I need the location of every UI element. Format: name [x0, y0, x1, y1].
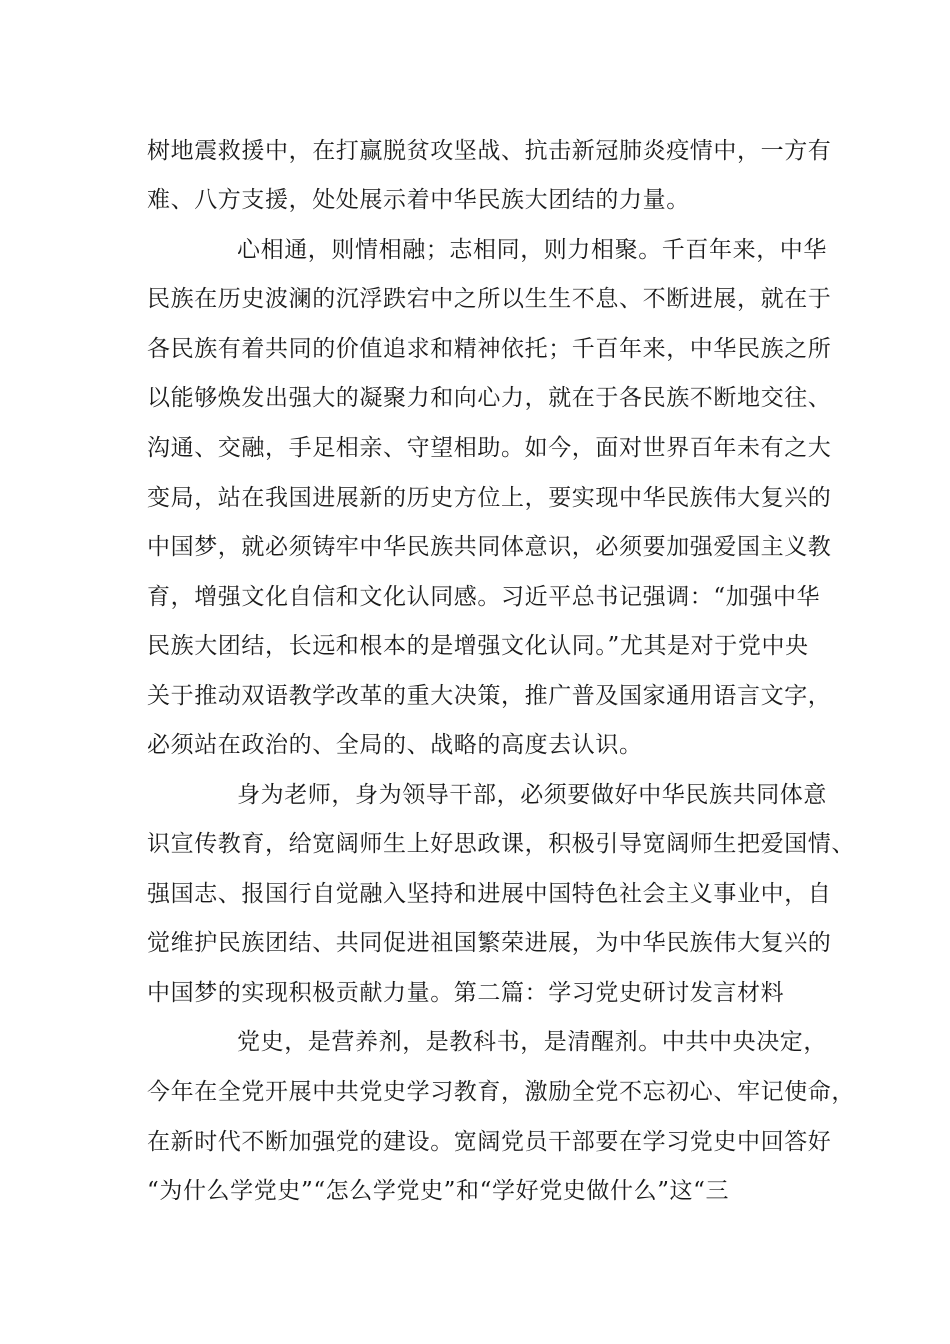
text-line: 今年在全党开展中共党史学习教育，激励全党不忘初心、牢记使命， — [147, 1079, 855, 1105]
text-line: 沟通、交融，手足相亲、守望相助。如今，面对世界百年未有之大 — [147, 435, 832, 461]
text-line: 强国志、报国行自觉融入坚持和进展中国特色社会主义事业中，自 — [147, 881, 832, 907]
text-line: 在新时代不断加强党的建设。宽阔党员干部要在学习党史中回答好 — [147, 1129, 832, 1155]
text-line: 必须站在政治的、全局的、战略的高度去认识。 — [147, 732, 643, 758]
text-line: 识宣传教育，给宽阔师生上好思政课，积极引导宽阔师生把爱国情、 — [147, 831, 855, 857]
text-line: 关于推动双语教学改革的重大决策，推广普及国家通用语言文字， — [147, 683, 832, 709]
text-line: 民族在历史波澜的沉浮跌宕中之所以生生不息、不断进展，就在于 — [147, 286, 832, 312]
paragraph-first-line: 心相通，则情相融；志相同，则力相聚。千百年来，中华 — [237, 237, 827, 263]
text-line: 变局，站在我国进展新的历史方位上，要实现中华民族伟大复兴的 — [147, 485, 832, 511]
text-line: 中国梦，就必须铸牢中华民族共同体意识，必须要加强爱国主义教 — [147, 534, 832, 560]
text-line: “为什么学党史”“怎么学党史”和“学好党史做什么”这“三 — [147, 1178, 730, 1204]
text-line: 中国梦的实现积极贡献力量。第二篇：学习党史研讨发言材料 — [147, 980, 785, 1006]
paragraph-first-line: 身为老师，身为领导干部，必须要做好中华民族共同体意 — [237, 782, 827, 808]
text-line: 以能够焕发出强大的凝聚力和向心力，就在于各民族不断地交往、 — [147, 385, 832, 411]
text-line: 各民族有着共同的价值追求和精神依托；千百年来，中华民族之所 — [147, 336, 832, 362]
text-line: 民族大团结，长远和根本的是增强文化认同。”尤其是对于党中央 — [147, 633, 809, 659]
text-line: 难、八方支援，处处展示着中华民族大团结的力量。 — [147, 187, 690, 213]
text-line: 树地震救援中，在打赢脱贫攻坚战、抗击新冠肺炎疫情中，一方有 — [147, 138, 832, 164]
paragraph-first-line: 党史，是营养剂，是教科书，是清醒剂。中共中央决定， — [237, 1029, 827, 1055]
text-line: 觉维护民族团结、共同促进祖国繁荣进展，为中华民族伟大复兴的 — [147, 930, 832, 956]
text-line: 育，增强文化自信和文化认同感。习近平总书记强调：“加强中华 — [147, 584, 821, 610]
